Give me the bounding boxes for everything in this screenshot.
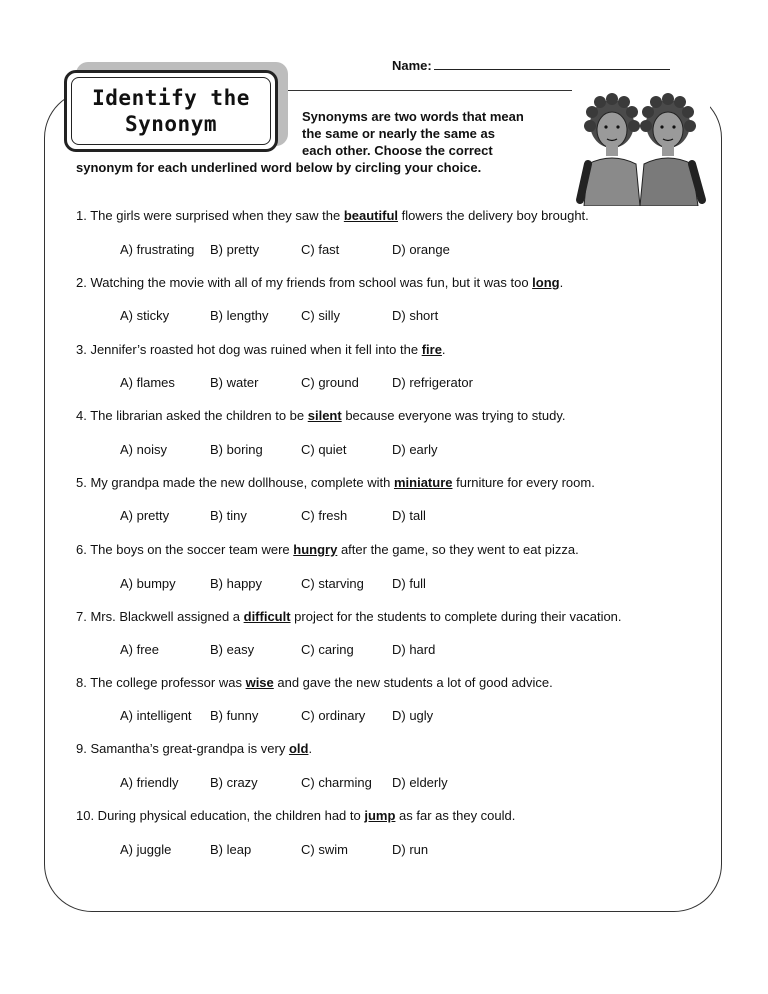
intro-line-4: synonym for each underlined word below by circling your choice. [76,160,482,175]
answer-option-a[interactable]: A) pretty [120,508,170,523]
answer-option-d[interactable]: D) refrigerator [392,375,473,390]
question-text: 7. Mrs. Blackwell assigned a [76,609,244,624]
question-text: project for the students to complete during their vacation. [290,609,622,624]
answer-option-b[interactable]: B) easy [210,642,255,657]
answer-option-c[interactable]: C) ordinary [301,708,366,723]
question-text: . [559,275,564,290]
question-text: as far as they could. [395,808,516,823]
question-10 [76,808,515,823]
answer-option-c[interactable]: C) swim [301,842,348,857]
question-1 [76,208,589,223]
question-5 [76,475,595,490]
question-text: 3. Jennifer’s roasted hot dog was ruined when it fell into the [76,342,422,357]
question-text: 4. The librarian asked the children to be [76,408,308,423]
answer-option-a[interactable]: A) intelligent [120,708,192,723]
question-text: 1. The girls were surprised when they saw the [76,208,344,223]
twin-girls-illustration [572,90,710,206]
answer-option-a[interactable]: A) sticky [120,308,170,323]
question-9 [76,741,312,756]
intro-line-2: the same or nearly the same as [302,126,495,141]
answer-option-a[interactable]: A) juggle [120,842,172,857]
question-7 [76,609,622,624]
title-line-2: Synonym [124,112,217,136]
answer-option-a[interactable]: A) noisy [120,442,167,457]
answer-option-a[interactable]: A) free [120,642,160,657]
question-text: 6. The boys on the soccer team were [76,542,294,557]
answer-option-d[interactable]: D) full [392,576,426,591]
answer-option-b[interactable]: B) leap [210,842,252,857]
question-text: furniture for every room. [452,475,595,490]
answer-option-b[interactable]: B) water [210,375,259,390]
name-field[interactable] [392,57,670,73]
answer-option-d[interactable]: D) hard [392,642,436,657]
question-text: 8. The college professor was [76,675,246,690]
name-label: Name: [392,58,432,73]
underlined-word: old [288,741,309,756]
answer-option-a[interactable]: A) bumpy [120,576,176,591]
answer-option-b[interactable]: B) crazy [210,775,258,790]
answer-option-d[interactable]: D) short [392,308,439,323]
underlined-word: beautiful [343,208,399,223]
answer-option-d[interactable]: D) run [392,842,429,857]
underlined-word: jump [364,808,396,823]
question-2 [76,275,563,290]
question-text: flowers the delivery boy brought. [398,208,589,223]
underlined-word: wise [245,675,274,690]
question-3 [76,342,446,357]
question-6 [76,542,579,557]
answer-option-c[interactable]: C) quiet [301,442,347,457]
question-text: after the game, so they went to eat pizza. [337,542,579,557]
answer-option-b[interactable]: B) boring [210,442,263,457]
answer-option-c[interactable]: C) starving [301,576,364,591]
question-text: 2. Watching the movie with all of my friends from school was fun, but it was too [76,275,533,290]
question-text: . [308,741,313,756]
underlined-word: hungry [293,542,338,557]
answer-option-b[interactable]: B) tiny [210,508,247,523]
answer-option-b[interactable]: B) pretty [210,242,260,257]
answer-option-d[interactable]: D) early [392,442,438,457]
answer-option-a[interactable]: A) flames [120,375,175,390]
underlined-word: long [532,275,560,290]
title-line-1: Identify the [92,86,250,110]
question-4 [76,408,565,423]
answer-option-c[interactable]: C) fast [301,242,340,257]
answer-option-d[interactable]: D) elderly [392,775,448,790]
underlined-word: silent [307,408,342,423]
question-text: because everyone was trying to study. [341,408,566,423]
answer-option-b[interactable]: B) happy [210,576,263,591]
answer-option-d[interactable]: D) orange [392,242,450,257]
question-text: 9. Samantha’s great-grandpa is very [76,741,289,756]
underlined-word: difficult [243,609,291,624]
answer-option-c[interactable]: C) fresh [301,508,348,523]
question-text: and gave the new students a lot of good advice. [273,675,553,690]
title-box [64,70,278,152]
question-8 [76,675,553,690]
name-blank-line[interactable] [434,57,670,70]
question-text: . [441,342,446,357]
answer-option-a[interactable]: A) friendly [120,775,179,790]
answer-option-c[interactable]: C) ground [301,375,359,390]
question-text: 5. My grandpa made the new dollhouse, complete with [76,475,394,490]
answer-option-c[interactable]: C) charming [301,775,372,790]
underlined-word: fire [421,342,442,357]
answer-option-b[interactable]: B) funny [210,708,259,723]
intro-line-1: Synonyms are two words that mean [302,109,524,124]
underlined-word: miniature [393,475,453,490]
answer-option-d[interactable]: D) ugly [392,708,434,723]
intro-line-3: each other. Choose the correct [302,143,493,158]
answer-option-c[interactable]: C) silly [301,308,340,323]
answer-option-b[interactable]: B) lengthy [210,308,269,323]
answer-option-d[interactable]: D) tall [392,508,426,523]
question-text: 10. During physical education, the children had to [76,808,365,823]
answer-option-a[interactable]: A) frustrating [120,242,195,257]
answer-option-c[interactable]: C) caring [301,642,354,657]
